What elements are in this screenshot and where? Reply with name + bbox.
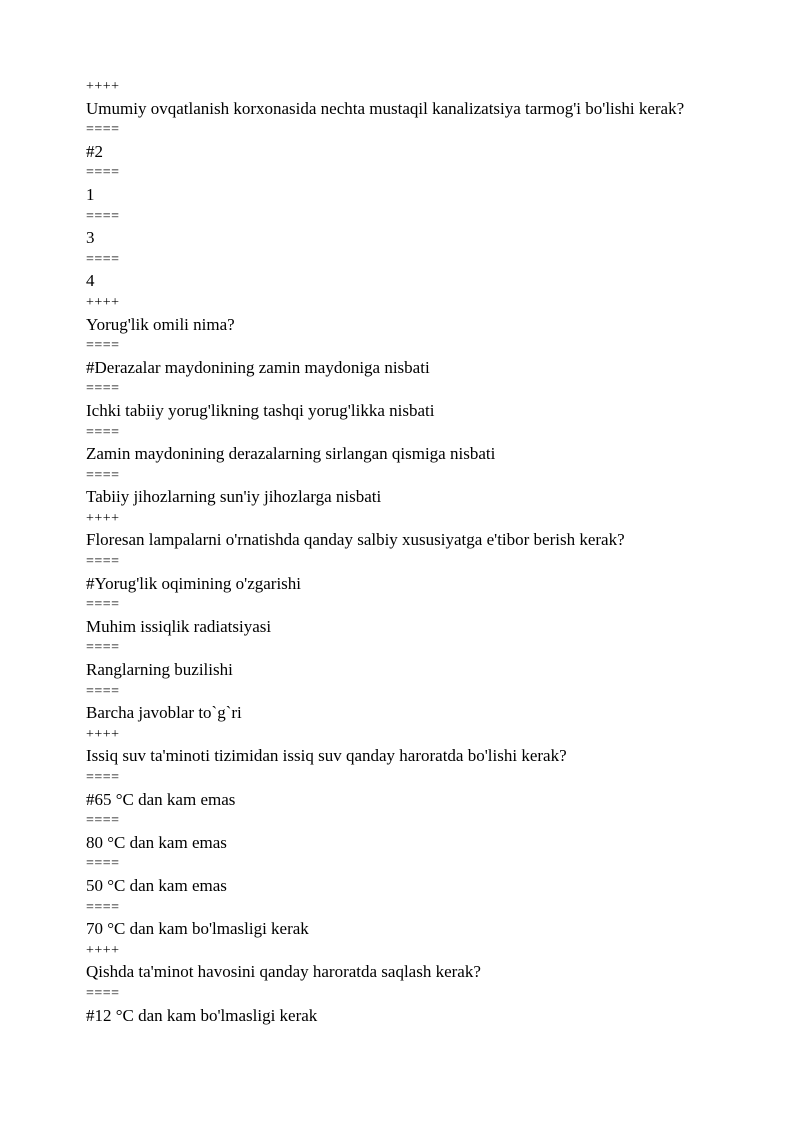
option-text: Muhim issiqlik radiatsiyasi [86, 616, 272, 636]
option-separator: ==== [86, 985, 120, 1001]
option-separator: ==== [86, 165, 120, 181]
option-text: #Derazalar maydonining zamin maydoniga nisbati [86, 357, 430, 377]
option-separator: ==== [86, 467, 120, 483]
option-text: Zamin maydonining derazalarning sirlangan qismiga nisbati [86, 444, 496, 464]
option-text: 80 °C dan kam emas [86, 832, 227, 852]
question-marker: ++++ [86, 726, 120, 742]
option-text: Ranglarning buzilishi [86, 660, 233, 680]
option-text: 4 [86, 271, 95, 291]
option-text: 1 [86, 184, 95, 204]
option-separator: ==== [86, 338, 120, 354]
option-text: #2 [86, 141, 103, 161]
option-text: Ichki tabiiy yorug'likning tashqi yorug'likka nisbati [86, 400, 435, 420]
option-separator: ==== [86, 813, 120, 829]
option-text: #12 °C dan kam bo'lmasligi kerak [86, 1005, 318, 1025]
question-marker: ++++ [86, 942, 120, 958]
option-separator: ==== [86, 899, 120, 915]
question-marker: ++++ [86, 510, 120, 526]
option-separator: ==== [86, 251, 120, 267]
option-text: #65 °C dan kam emas [86, 789, 236, 809]
question-text: Floresan lampalarni o'rnatishda qanday salbiy xususiyatga e'tibor berish kerak? [86, 530, 625, 550]
option-text: Barcha javoblar to`g`ri [86, 703, 242, 723]
option-separator: ==== [86, 381, 120, 397]
option-separator: ==== [86, 208, 120, 224]
option-text: 3 [86, 228, 95, 248]
question-marker: ++++ [86, 294, 120, 310]
question-text: Yorug'lik omili nima? [86, 314, 235, 334]
option-text: #Yorug'lik oqimining o'zgarishi [86, 573, 302, 593]
option-separator: ==== [86, 770, 120, 785]
question-text: Umumiy ovqatlanish korxonasida nechta mustaqil kanalizatsiya tarmog'i bo'lishi kerak? [86, 98, 685, 118]
question-marker: ++++ [86, 79, 120, 94]
option-text: 50 °C dan kam emas [86, 875, 227, 895]
option-separator: ==== [86, 683, 120, 699]
option-separator: ==== [86, 554, 120, 570]
question-text: Qishda ta'minot havosini qanday haroratda saqlash kerak? [86, 962, 481, 982]
option-separator: ==== [86, 122, 120, 138]
option-separator: ==== [86, 856, 120, 872]
document-page [86, 76, 726, 1026]
question-text: Issiq suv ta'minoti tizimidan issiq suv qanday haroratda bo'lishi kerak? [86, 746, 567, 766]
option-text: 70 °C dan kam bo'lmasligi kerak [86, 919, 309, 939]
option-separator: ==== [86, 597, 120, 613]
option-text: Tabiiy jihozlarning sun'iy jihozlarga nisbati [86, 487, 382, 507]
option-separator: ==== [86, 424, 120, 440]
option-separator: ==== [86, 640, 120, 656]
